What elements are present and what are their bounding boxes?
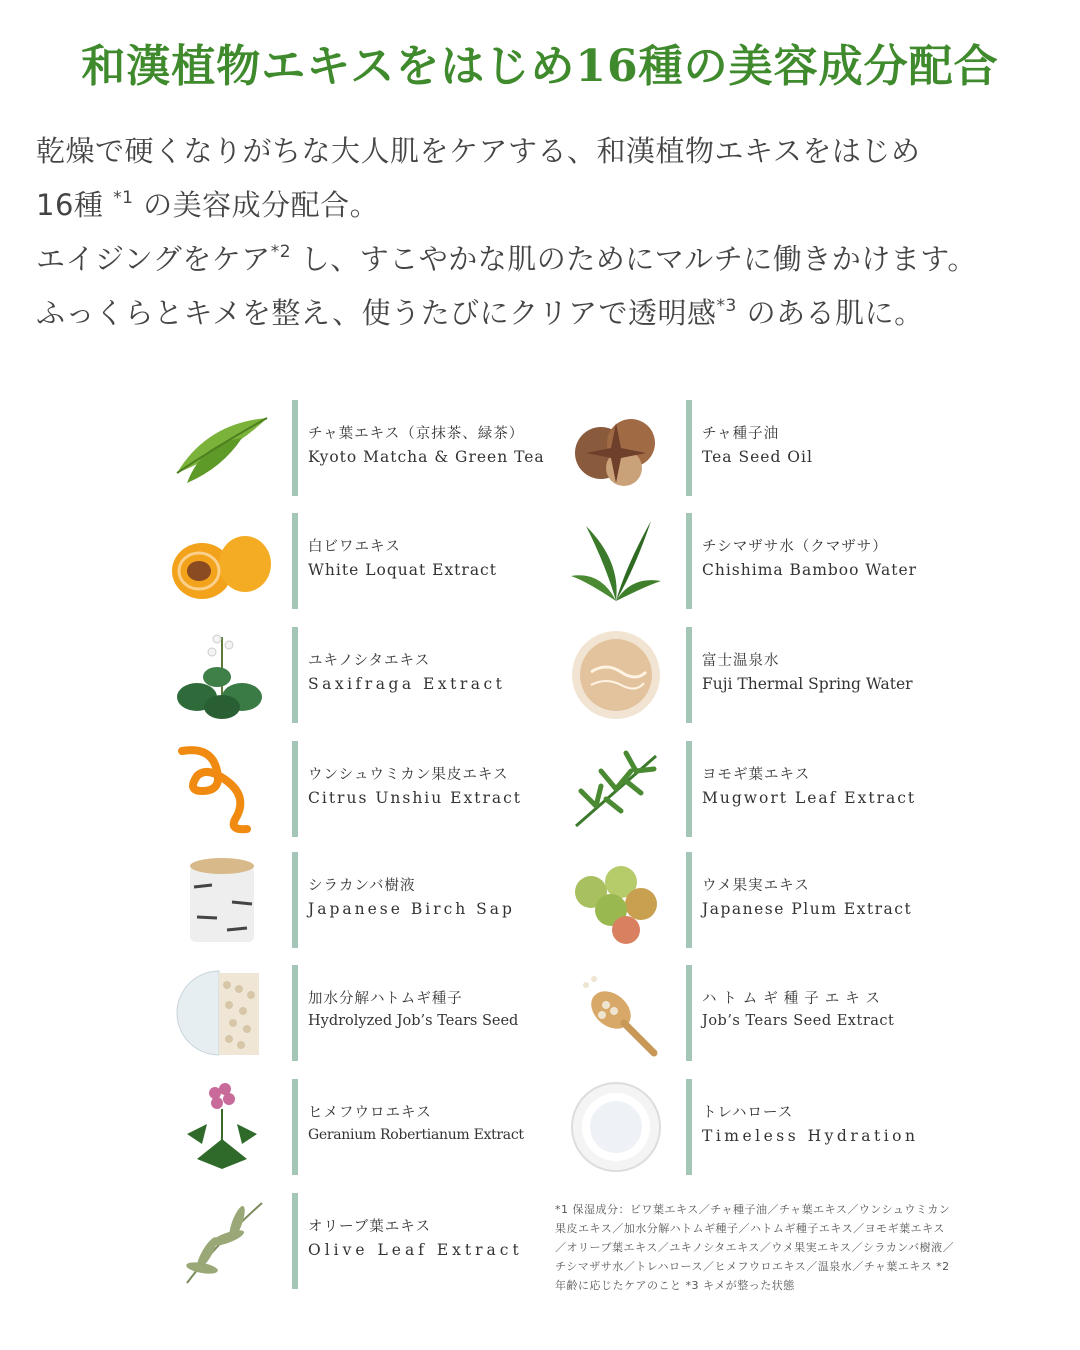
trehalose-powder-icon [556,1079,676,1175]
ingredient-name-jp: チシマザサ水（クマザサ） [702,539,888,555]
tea-seed-icon [556,400,676,496]
ingredient-name-en: Japanese Plum Extract [702,900,913,918]
ingredient-name-jp: ウメ果実エキス [702,878,810,894]
divider-bar [686,400,692,496]
divider-bar [686,852,692,948]
ingredient-name-en: Hydrolyzed Job’s Tears Seed [308,1013,519,1029]
divider-bar [292,627,298,723]
divider-bar [292,852,298,948]
water-seed-icon [162,965,282,1061]
ingredient-item [556,513,926,609]
ingredient-name-en: Japanese Birch Sap [308,900,515,918]
ingredient-item [556,400,926,496]
ingredient-item [556,852,926,948]
divider-bar [292,965,298,1061]
ingredient-name-en: Tea Seed Oil [702,448,813,466]
birch-log-icon [162,852,282,948]
divider-bar [686,741,692,837]
divider-bar [292,1079,298,1175]
ingredient-name-jp: 白ビワエキス [308,539,401,555]
ingredient-item [162,513,532,609]
ingredient-name-en: Timeless Hydration [702,1127,919,1145]
intro-line-3-text: エイジングをケア [36,242,271,276]
seed-scoop-icon [556,965,676,1061]
ingredient-name-en: Citrus Unshiu Extract [308,789,523,807]
divider-bar [292,741,298,837]
ingredient-name-jp: ヒメフウロエキス [308,1105,432,1121]
ingredient-name-jp: トレハロース [702,1105,794,1121]
citrus-peel-icon [162,741,282,837]
ingredient-name-en: Chishima Bamboo Water [702,561,918,579]
intro-line-2 [36,178,1046,232]
ingredient-name-en: Fuji Thermal Spring Water [702,675,913,693]
intro-text [36,124,1046,340]
divider-bar [686,513,692,609]
ingredient-name-jp: チャ葉エキス（京抹茶、緑茶） [308,426,525,442]
footnote: *1 保湿成分：ビワ葉エキス／チャ種子油／チャ葉エキス／ウンシュウミカン果皮エキス／加水分解ハトムギ種子／ハトムギ種子エキス／ヨモギ葉エキス／オリーブ葉エキス／ユキノシタエキス／ウメ果実エキス／シラカンバ樹液／チシマザサ水／トレハロース／ヒメフウロエキス／温泉水／チャ葉エキス *2 年齢に応じたケアのこと *3 キメが整った状態 [555,1203,955,1292]
tea-leaf-icon [162,400,282,496]
intro-line-1: 乾燥で硬くなりがちな大人肌をケアする、和漢植物エキスをはじめ [36,134,921,168]
bamboo-leaf-icon [556,513,676,609]
divider-bar [686,627,692,723]
ingredient-item [162,741,532,837]
intro-line-4-text: ふっくらとキメを整え、使うたびにクリアで透明感 [36,296,717,330]
mugwort-icon [556,741,676,837]
intro-line-4-text-end: のある肌に。 [746,296,924,330]
plum-icon [556,852,676,948]
intro-line-2-text: 16種 [36,188,104,222]
intro-line-4 [36,286,1046,340]
ingredient-name-en: Saxifraga Extract [308,675,506,693]
divider-bar [686,965,692,1061]
ingredient-name-jp: チャ種子油 [702,426,780,442]
ingredient-name-jp: ヨモギ葉エキス [702,767,811,783]
olive-leaf-icon [162,1193,282,1289]
ingredient-name-jp: ハトムギ種子エキス [702,991,886,1007]
ingredient-name-en: Olive Leaf Extract [308,1241,523,1259]
ingredient-item [556,741,926,837]
divider-bar [292,1193,298,1289]
ingredient-name-jp: 富士温泉水 [702,653,780,669]
divider-bar [686,1079,692,1175]
ingredient-item [556,627,926,723]
ingredient-name-jp: ユキノシタエキス [308,653,431,669]
ingredient-name-jp: シラカンバ樹液 [308,878,416,894]
footnote-mark-1: *1 [113,188,134,208]
ingredient-name-jp: オリーブ葉エキス [308,1219,431,1235]
ingredient-item [162,1079,532,1175]
ingredient-name-en: Job’s Tears Seed Extract [702,1013,895,1029]
footnote-mark-2: *2 [270,242,292,262]
ingredient-item [162,400,545,496]
ingredient-item [556,1079,926,1175]
ingredient-item [162,965,532,1061]
loquat-icon [162,513,282,609]
page-title: 和漢植物エキスをはじめ16種の美容成分配合 [81,41,999,92]
ingredient-name-jp: 加水分解ハトムギ種子 [308,991,463,1007]
ingredient-item [162,852,532,948]
ingredient-item [162,1193,532,1289]
intro-line-3 [36,232,1046,286]
geranium-icon [162,1079,282,1175]
ingredient-name-en: Mugwort Leaf Extract [702,789,917,807]
intro-line-2-text-end: の美容成分配合。 [143,188,380,222]
ingredient-item [162,627,532,723]
divider-bar [292,400,298,496]
ingredient-item [556,965,926,1061]
ingredient-name-en: Kyoto Matcha & Green Tea [308,448,545,466]
footnote-mark-3: *3 [716,296,737,316]
ingredient-name-en: White Loquat Extract [308,561,497,579]
ingredient-name-en: Geranium Robertianum Extract [308,1127,524,1143]
saxifraga-icon [162,627,282,723]
intro-line-3-text-end: し、すこやかな肌のためにマルチに働きかけます。 [300,242,977,276]
divider-bar [292,513,298,609]
spring-water-icon [556,627,676,723]
ingredient-name-jp: ウンシュウミカン果皮エキス [308,767,509,783]
